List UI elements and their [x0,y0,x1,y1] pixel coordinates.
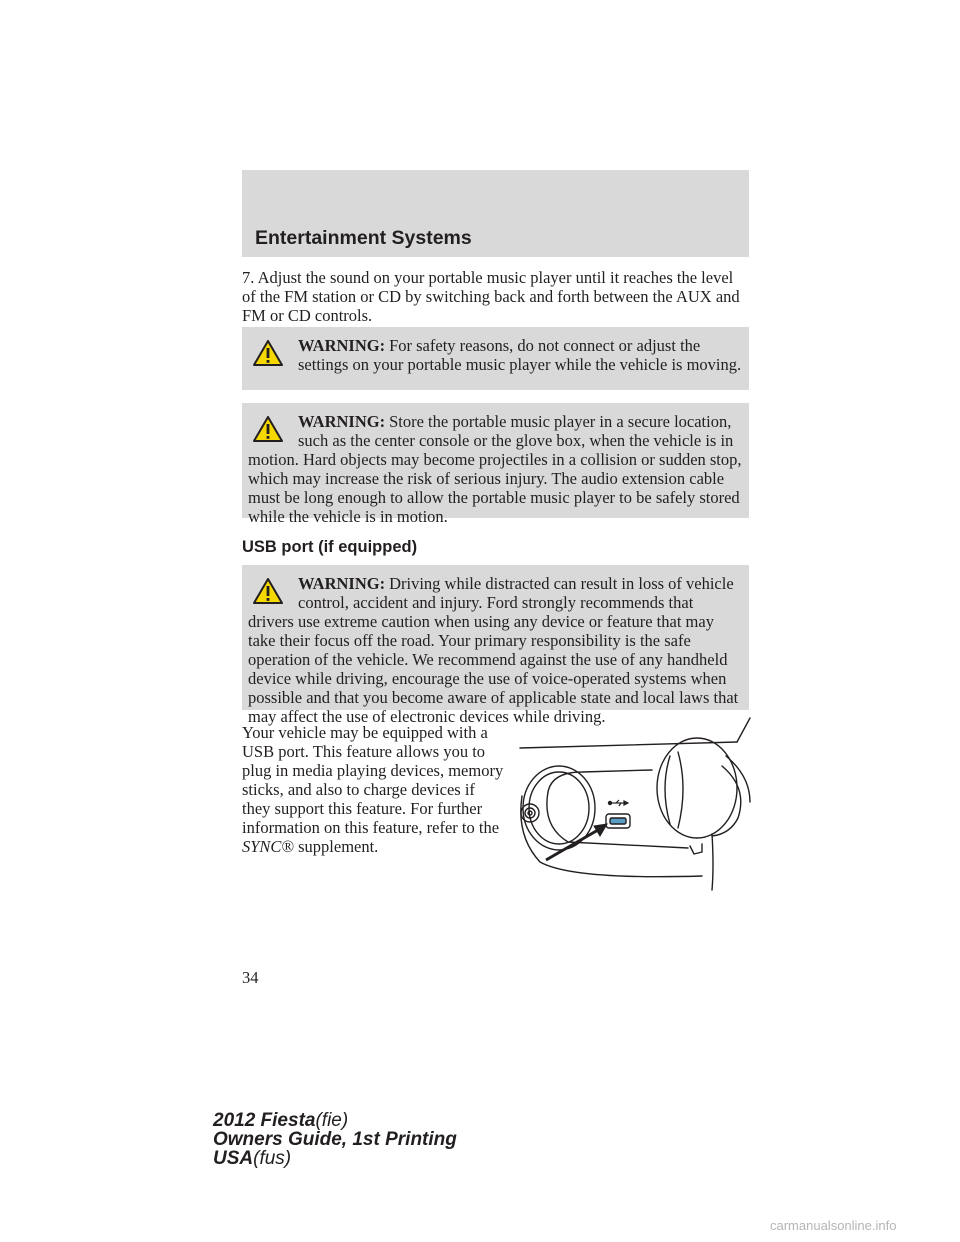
warning-label: WARNING: [298,336,386,355]
footer-guide: Owners Guide, 1st Printing [213,1129,457,1150]
warning-text: Store the portable music player in a secure location, such as the center console or the glove box, when the vehicle is in motion. Hard objects may become projectiles in a collision or sudden stop, which may increase the risk of serious injury. The audio extension cable must be long enough to allow the portable music player to be safely stored while the vehicle is in motion. [248,412,742,526]
usb-paragraph-text: Your vehicle may be equipped with a USB port. This feature allows you to plug in media playing devices, memory sticks, and also to charge devices if they support this feature. For further information on this feature, refer to the [242,723,504,837]
usb-port-illustration [512,716,754,892]
warning-box-3 [242,565,749,726]
watermark: carmanualsonline.info [770,1218,897,1233]
sync-reference: SYNC® [242,837,294,856]
section-title: Entertainment Systems [255,227,472,249]
footer-model: 2012 Fiesta [213,1110,316,1131]
footer-market-code: (fus) [253,1148,292,1169]
warning-box-2 [242,403,749,526]
page-number: 34 [242,968,259,987]
warning-text: Driving while distracted can result in loss of vehicle control, accident and injury. Ford strongly recommends that drivers use extreme caution when using any device or feature that may take their focus off the road. Your primary responsibility is the safe operation of the vehicle. We recommend against the use of any handheld device while driving, encourage the use of voice-operated systems when possible and that you become aware of applicable state and local laws that may affect the use of electronic devices while driving. [248,574,739,726]
usb-paragraph [242,723,507,856]
usb-heading: USB port (if equipped) [242,538,418,556]
footer [213,1111,457,1168]
header-band [242,170,749,257]
footer-market: USA [213,1148,254,1169]
warning-label: WARNING: [298,574,386,593]
intro-paragraph: 7. Adjust the sound on your portable music player until it reaches the level of the FM station or CD by switching back and forth between the AUX and FM or CD controls. [242,268,740,325]
warning-triangle-icon [253,416,283,442]
warning-label: WARNING: [298,412,386,431]
warning-box-1 [242,327,749,390]
usb-paragraph-end: supplement. [293,837,379,856]
warning-triangle-icon [253,340,283,366]
footer-model-code: (fie) [315,1110,349,1131]
warning-text: For safety reasons, do not connect or adjust the settings on your portable music player while the vehicle is moving. [298,336,742,374]
warning-triangle-icon [253,578,283,604]
